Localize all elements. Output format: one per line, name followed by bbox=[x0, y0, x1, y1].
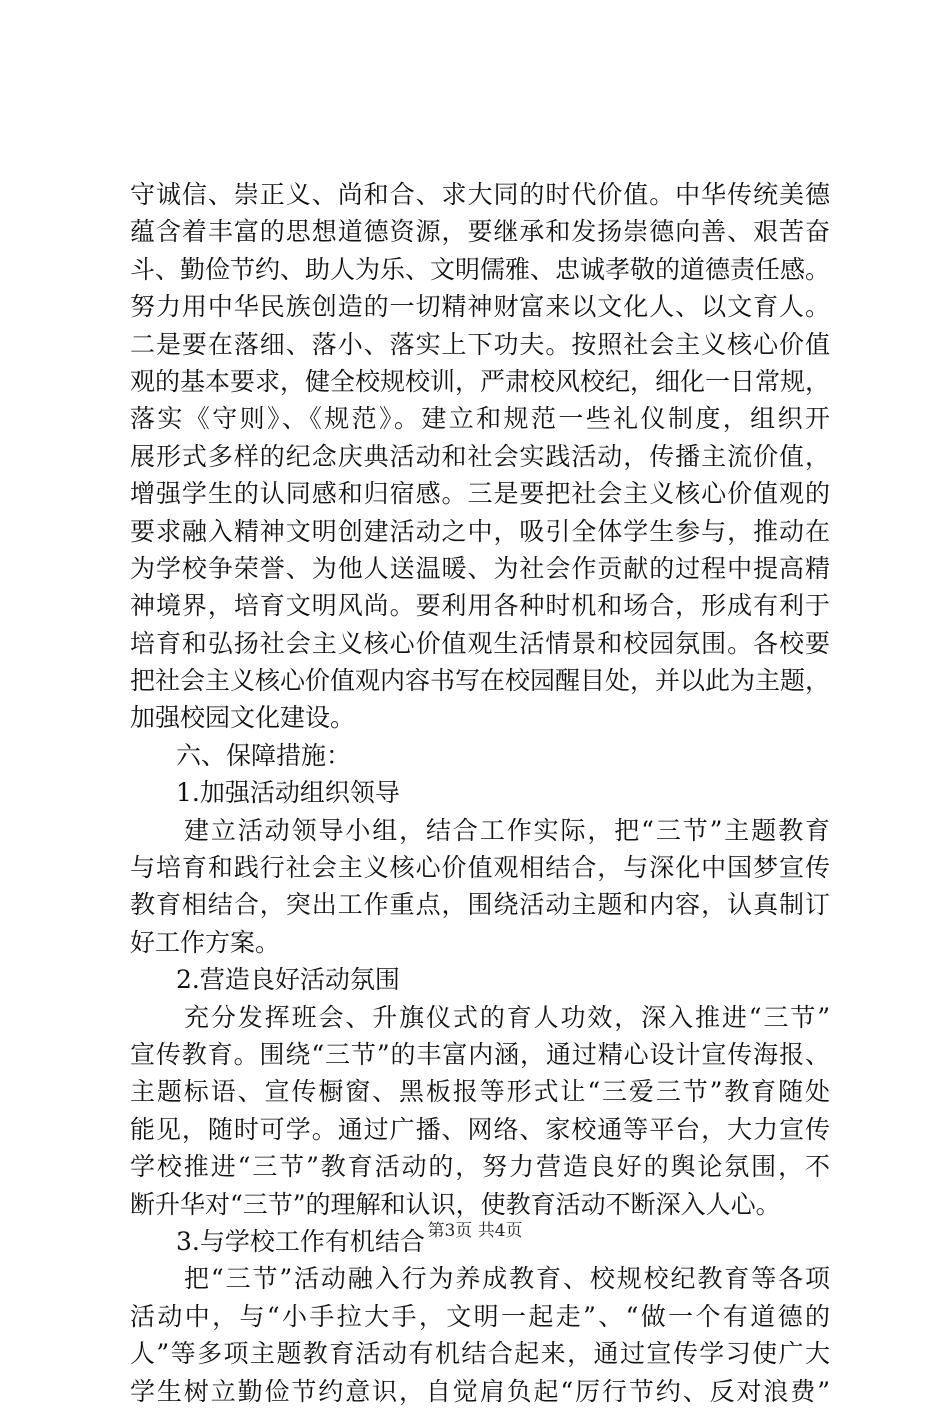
body-line: 观的基本要求，健全校规校训，严肃校风校纪，细化一日常规， bbox=[130, 366, 831, 396]
body-line: 增强学生的认同感和归宿感。三是要把社会主义核心价值观的 bbox=[130, 479, 830, 509]
body-line: 人”等多项主题教育活动有机结合起来，通过宣传学习使广大 bbox=[130, 1339, 830, 1369]
body-line: 好工作方案。 bbox=[130, 927, 281, 957]
section-heading: 六、保障措施： bbox=[176, 740, 352, 770]
body-line: 培育和弘扬社会主义核心价值观生活情景和校园氛围。各校要 bbox=[130, 628, 830, 658]
body-line: 把“三节”活动融入行为养成教育、校规校纪教育等各项 bbox=[184, 1264, 830, 1294]
body-line: 能见，随时可学。通过广播、网络、家校通等平台，大力宣传 bbox=[130, 1114, 830, 1144]
body-line: 学校推进“三节”教育活动的，努力营造良好的舆论氛围，不 bbox=[130, 1152, 830, 1182]
body-line: 宣传教育。围绕“三节”的丰富内涵，通过精心设计宣传海报、 bbox=[130, 1039, 830, 1069]
page-number: 第3页 共4页 bbox=[427, 1221, 523, 1241]
body-line: 落实《守则》、《规范》。建立和规范一些礼仪制度，组织开 bbox=[130, 404, 830, 434]
body-line: 与培育和践行社会主义核心价值观相结合，与深化中国梦宣传 bbox=[130, 853, 830, 883]
body-line: 建立活动领导小组，结合工作实际，把“三节”主题教育 bbox=[184, 815, 830, 845]
subsection-heading: 2.营造良好活动氛围 bbox=[176, 965, 400, 995]
body-line: 神境界，培育文明风尚。要利用各种时机和场合，形成有利于 bbox=[130, 591, 830, 621]
body-line: 为学校争荣誉、为他人送温暖、为社会作贡献的过程中提高精 bbox=[130, 553, 830, 583]
body-line: 二是要在落细、落小、落实上下功夫。按照社会主义核心价值 bbox=[130, 329, 830, 359]
body-line: 教育相结合，突出工作重点，围绕活动主题和内容，认真制订 bbox=[130, 890, 830, 920]
body-line: 活动中，与“小手拉大手，文明一起走”、“做一个有道德的 bbox=[130, 1301, 830, 1331]
body-line: 展形式多样的纪念庆典活动和社会实践活动，传播主流价值， bbox=[130, 441, 830, 471]
subsection-heading: 3.与学校工作有机结合 bbox=[176, 1226, 425, 1256]
subsection-heading: 1.加强活动组织领导 bbox=[176, 778, 400, 808]
body-line: 加强校园文化建设。 bbox=[130, 703, 356, 733]
body-line: 主题标语、宣传橱窗、黑板报等形式让“三爱三节”教育随处 bbox=[130, 1077, 830, 1107]
body-line: 学生树立勤俭节约意识，自觉肩负起“厉行节约、反对浪费” bbox=[130, 1376, 830, 1406]
body-line: 蕴含着丰富的思想道德资源，要继承和发扬崇德向善、艰苦奋 bbox=[130, 217, 830, 247]
body-line: 把社会主义核心价值观内容书写在校园醒目处，并以此为主题， bbox=[130, 666, 831, 696]
body-line: 守诚信、崇正义、尚和合、求大同的时代价值。中华传统美德 bbox=[130, 180, 830, 209]
body-line: 断升华对“三节”的理解和认识，使教育活动不断深入人心。 bbox=[130, 1189, 781, 1219]
body-line: 斗、勤俭节约、助人为乐、文明儒雅、忠诚孝敬的道德责任感。 bbox=[130, 254, 831, 284]
body-line: 努力用中华民族创造的一切精神财富来以文化人、以文育人。 bbox=[130, 292, 830, 322]
body-line: 充分发挥班会、升旗仪式的育人功效，深入推进“三节” bbox=[184, 1002, 830, 1032]
body-line: 要求融入精神文明创建活动之中，吸引全体学生参与，推动在 bbox=[130, 516, 830, 546]
